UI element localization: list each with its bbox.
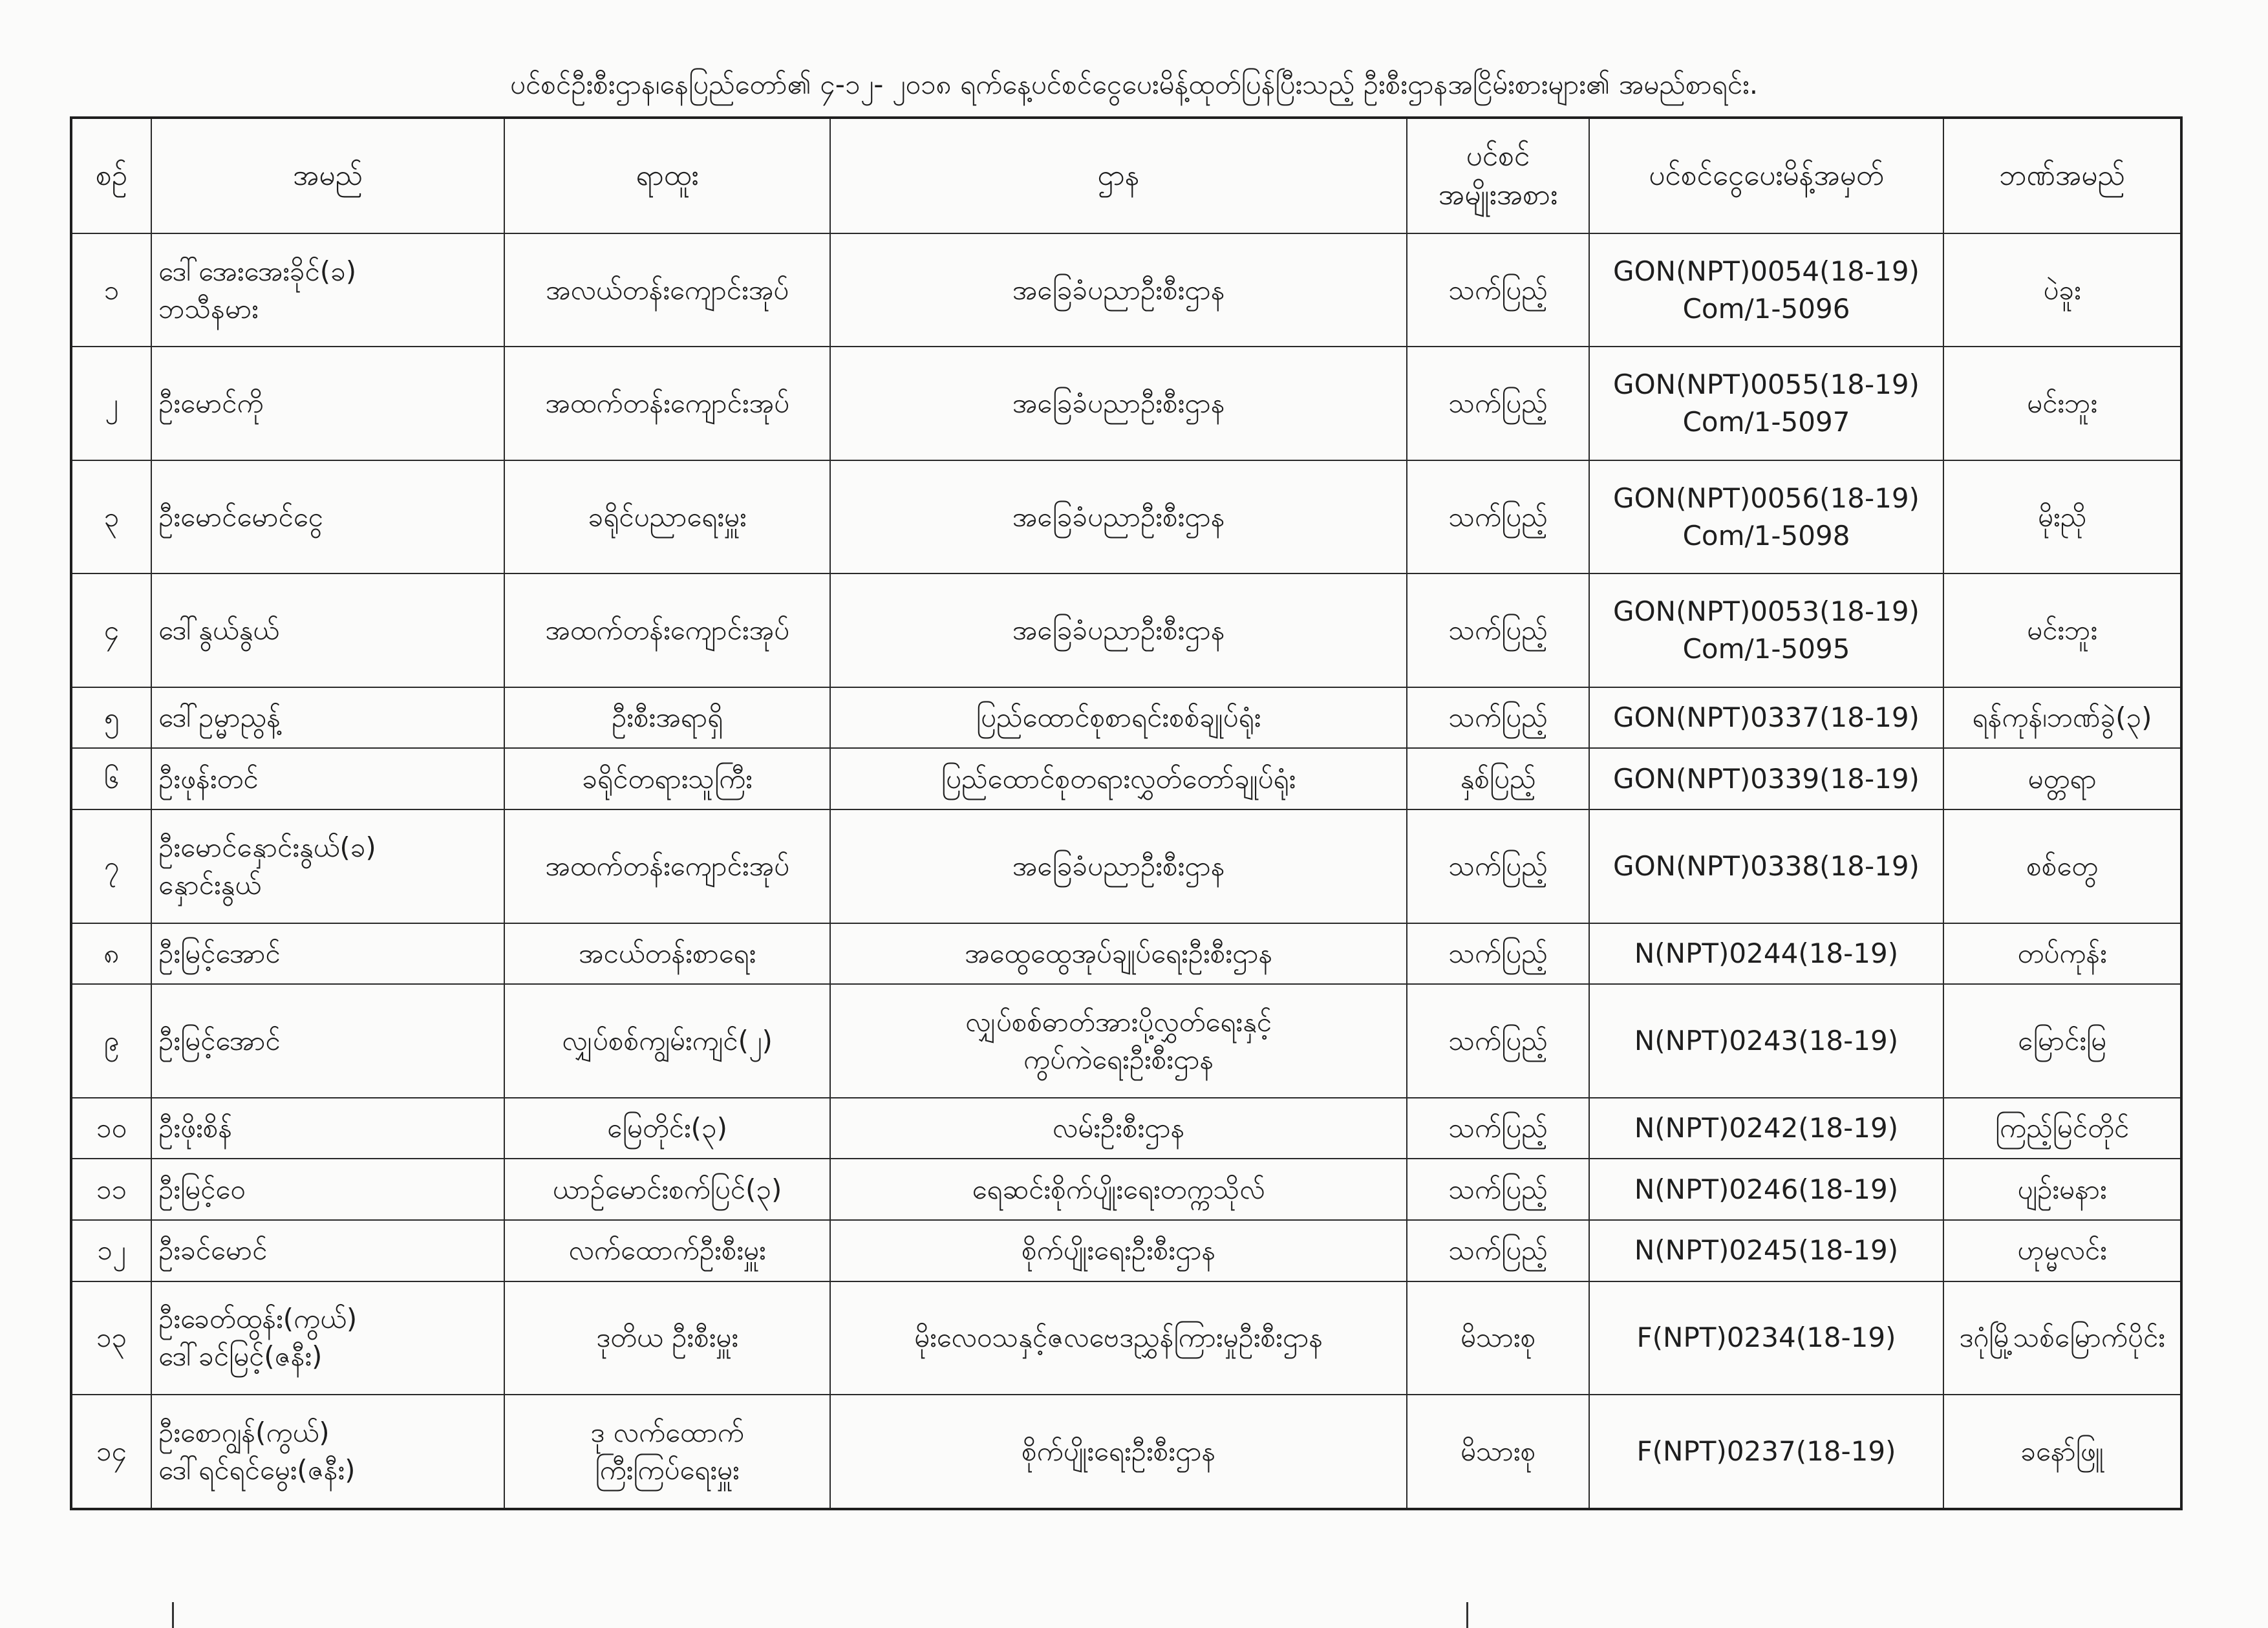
cell-name-text: ဒေါ်ရင်ရင်မွေး(ဇနီး) [158, 1454, 356, 1486]
cell-order-number-text: N(NPT)0245(18-19) [1634, 1234, 1899, 1267]
cell-name [151, 347, 504, 460]
cell-position-text: လက်ထောက်ဦးစီးမှူး [568, 1234, 766, 1267]
cell-no-text: ၄ [103, 614, 120, 647]
cell-name [151, 748, 504, 809]
cell-pension-type [1407, 1395, 1589, 1509]
cell-township [1943, 687, 2181, 749]
cell-name-text: ဦးမောင်မောင်ငွေ [158, 500, 323, 533]
cell-name [151, 1281, 504, 1395]
cell-township [1943, 984, 2181, 1097]
cell-pension-type [1407, 1220, 1589, 1281]
cell-pension-type-text: သက်ပြည့် [1448, 1024, 1548, 1056]
cell-name-text: ဒေါ်အေးအေးခိုင်(ခ) [158, 255, 357, 287]
cell-pension-type [1407, 923, 1589, 985]
cell-pension-type [1407, 809, 1589, 923]
cell-order-number-text: Com/1-5097 [1682, 406, 1850, 438]
cell-order-number [1589, 809, 1943, 923]
cell-order-number [1589, 1159, 1943, 1220]
cell-name-text: ဦးဖုန်းတင် [158, 762, 259, 795]
cell-no-text: ၁၂ [97, 1234, 126, 1267]
cell-position-text: လျှပ်စစ်ကျွမ်းကျင်(၂) [562, 1024, 773, 1056]
cell-department-text: အခြေခံပညာဦးစီးဌာန [1012, 614, 1225, 647]
cell-order-number [1589, 233, 1943, 347]
cell-no-text: ၁၄ [96, 1435, 127, 1468]
cell-township-text: မြောင်းမြ [2018, 1024, 2106, 1056]
cell-pension-type-text: သက်ပြည့် [1448, 702, 1548, 734]
cell-no [71, 1220, 151, 1281]
cell-position [504, 1159, 830, 1220]
cell-township [1943, 233, 2181, 347]
cell-name-text: ဒေါ်ခင်မြင့်(ဇနီး) [158, 1340, 323, 1373]
cell-township-text: တပ်ကုန်း [2017, 937, 2107, 969]
cell-no [71, 460, 151, 573]
cell-position [504, 748, 830, 809]
cell-township [1943, 809, 2181, 923]
cell-order-number [1589, 347, 1943, 460]
cell-no-text: ၁၃ [96, 1322, 127, 1354]
cell-township-text: ပျဉ်းမနား [2017, 1173, 2107, 1205]
cell-position-text: ခရိုင်တရားသူကြီး [582, 762, 753, 795]
cell-department [830, 984, 1407, 1097]
cell-name [151, 1159, 504, 1220]
cell-township-text: မင်းဘူး [2026, 614, 2098, 647]
cell-township-text: မင်းဘူး [2026, 387, 2098, 420]
cell-pension-type [1407, 687, 1589, 749]
header-name: အမည် [151, 118, 504, 233]
header-pension-type [1407, 118, 1589, 233]
cell-order-number-text: GON(NPT)0053(18-19) [1613, 595, 1920, 628]
table-row [71, 748, 2181, 809]
cell-township-text: မတ္တရာ [2027, 762, 2097, 795]
header-department: ဌာန [830, 118, 1407, 233]
cell-order-number-text: F(NPT)0234(18-19) [1636, 1322, 1896, 1354]
cell-pension-type-text: သက်ပြည့် [1448, 937, 1548, 969]
cell-no-text: ၁၁ [96, 1173, 127, 1205]
cell-township-text: ပဲခူး [2043, 273, 2081, 306]
cell-department-text: လမ်းဦးစီးဌာန [1052, 1111, 1185, 1144]
cell-department-text: ရေဆင်းစိုက်ပျိုးရေးတက္ကသိုလ် [972, 1173, 1265, 1205]
cell-no-text: ၃ [103, 500, 120, 533]
cell-department [830, 233, 1407, 347]
cell-no-text: ၁၀ [96, 1111, 127, 1144]
cell-department [830, 460, 1407, 573]
cell-department-text: စိုက်ပျိုးရေးဦးစီးဌာန [1021, 1435, 1216, 1468]
cell-pension-type [1407, 347, 1589, 460]
cell-pension-type-text: မိသားစု [1460, 1322, 1536, 1354]
cell-pension-type [1407, 460, 1589, 573]
table-row [71, 809, 2181, 923]
cell-name [151, 1220, 504, 1281]
cell-position-text: ဦးစီးအရာရှိ [611, 702, 723, 734]
cell-pension-type-text: သက်ပြည့် [1448, 614, 1548, 647]
cell-department [830, 347, 1407, 460]
cell-department-text: ပြည်ထောင်စုတရားလွှတ်တော်ချုပ်ရုံး [941, 762, 1296, 795]
cell-township-text: ခနော်ဖြူ [2020, 1435, 2104, 1468]
cell-position-text: အလယ်တန်းကျောင်းအုပ် [545, 273, 789, 306]
cell-no-text: ၉ [103, 1024, 120, 1056]
table-row [71, 984, 2181, 1097]
cell-position [504, 687, 830, 749]
cell-position-text: ဒုတိယ ဦးစီးမှူး [596, 1322, 738, 1354]
cell-pension-type [1407, 1098, 1589, 1159]
cell-pension-type [1407, 748, 1589, 809]
scan-edge-mark [1466, 1602, 1468, 1628]
cell-name-text: ဦးစောဂျွန်(ကွယ်) [158, 1417, 330, 1449]
cell-department [830, 1220, 1407, 1281]
cell-name-text: ဦးဖိုးစိန် [158, 1111, 232, 1144]
cell-order-number [1589, 1281, 1943, 1395]
cell-department [830, 809, 1407, 923]
document-title: ပင်စင်ဦးစီးဌာန၊နေပြည်တော်၏ ၄-၁၂- ၂၀၁၈ ရက်နေ့ပင်စင်ငွေပေးမိန့်ထုတ်ပြန်ပြီးသည့် ဦးစီးဌာနအငြိမ်းစားများ၏ အမည်စာရင်း. [509, 69, 1759, 100]
cell-order-number [1589, 984, 1943, 1097]
table-row [71, 923, 2181, 985]
table-row [71, 1281, 2181, 1395]
cell-no [71, 1395, 151, 1509]
cell-name [151, 809, 504, 923]
cell-department-text: အခြေခံပညာဦးစီးဌာန [1012, 273, 1225, 306]
cell-position-text: အထက်တန်းကျောင်းအုပ် [545, 387, 789, 420]
cell-pension-type [1407, 573, 1589, 687]
table-row [71, 1395, 2181, 1509]
cell-pension-type [1407, 984, 1589, 1097]
cell-township-text: ကြည့်မြင်တိုင် [1995, 1111, 2130, 1144]
cell-department [830, 573, 1407, 687]
cell-name [151, 233, 504, 347]
cell-name-text: ဦးမြင့်အောင် [158, 937, 281, 969]
cell-order-number-text: GON(NPT)0338(18-19) [1613, 850, 1920, 882]
cell-order-number-text: GON(NPT)0337(18-19) [1613, 702, 1920, 734]
cell-position [504, 1220, 830, 1281]
cell-name [151, 1098, 504, 1159]
cell-position-text: ခရိုင်ပညာရေးမှူး [588, 500, 747, 533]
cell-department [830, 687, 1407, 749]
cell-department [830, 1098, 1407, 1159]
cell-township-text: စစ်တွေ [2026, 850, 2098, 882]
cell-department [830, 1159, 1407, 1220]
cell-no-text: ၇ [103, 850, 120, 882]
table-row [71, 1220, 2181, 1281]
cell-township [1943, 1098, 2181, 1159]
cell-no [71, 1281, 151, 1395]
cell-name-text: နှောင်းနွယ် [158, 868, 262, 901]
cell-name-text: ဦးမြင့်အောင် [158, 1024, 281, 1056]
cell-position [504, 573, 830, 687]
cell-order-number-text: GON(NPT)0339(18-19) [1613, 762, 1920, 795]
pension-roster-table [70, 116, 2183, 1510]
cell-department-text: ပြည်ထောင်စုစာရင်းစစ်ချုပ်ရုံး [976, 702, 1261, 734]
cell-order-number-text: Com/1-5095 [1682, 633, 1850, 665]
cell-position-text: အထက်တန်းကျောင်းအုပ် [545, 850, 789, 882]
cell-no [71, 984, 151, 1097]
cell-no-text: ၆ [103, 762, 120, 795]
cell-order-number [1589, 573, 1943, 687]
cell-name-text: ဦးခင်မောင် [158, 1234, 268, 1267]
cell-position [504, 233, 830, 347]
cell-pension-type-text: သက်ပြည့် [1448, 500, 1548, 533]
cell-name-text: ဦးမြင့်ဝေ [158, 1173, 246, 1205]
cell-department-text: ကွပ်ကဲရေးဦးစီးဌာန [1023, 1043, 1214, 1075]
cell-no [71, 1098, 151, 1159]
cell-order-number-text: Com/1-5096 [1682, 292, 1850, 325]
cell-position [504, 1281, 830, 1395]
cell-pension-type-text: သက်ပြည့် [1448, 850, 1548, 882]
cell-no-text: ၁ [103, 273, 120, 306]
cell-township [1943, 1395, 2181, 1509]
cell-pension-type-text: သက်ပြည့် [1448, 273, 1548, 306]
cell-position [504, 460, 830, 573]
cell-order-number-text: GON(NPT)0054(18-19) [1613, 255, 1920, 287]
cell-order-number-text: GON(NPT)0056(18-19) [1613, 482, 1920, 514]
cell-no [71, 347, 151, 460]
cell-pension-type-text: သက်ပြည့် [1448, 1234, 1548, 1267]
cell-order-number [1589, 460, 1943, 573]
cell-department-text: အထွေထွေအုပ်ချုပ်ရေးဦးစီးဌာန [964, 937, 1273, 969]
cell-department [830, 923, 1407, 985]
cell-name [151, 460, 504, 573]
cell-position-text: ယာဉ်မောင်းစက်ပြင်(၃) [552, 1173, 782, 1205]
cell-position [504, 923, 830, 985]
cell-department-text: စိုက်ပျိုးရေးဦးစီးဌာန [1021, 1234, 1216, 1267]
cell-position-text: အထက်တန်းကျောင်းအုပ် [545, 614, 789, 647]
cell-order-number [1589, 687, 1943, 749]
cell-no-text: ၂ [105, 387, 118, 420]
cell-no [71, 809, 151, 923]
cell-pension-type-text: သက်ပြည့် [1448, 1173, 1548, 1205]
cell-pension-type-text: သက်ပြည့် [1448, 1111, 1548, 1144]
cell-order-number-text: N(NPT)0243(18-19) [1634, 1024, 1899, 1056]
cell-name-text: ဘသီနမား [158, 292, 259, 325]
cell-name [151, 687, 504, 749]
table-row [71, 347, 2181, 460]
header-row [71, 118, 2181, 233]
cell-no [71, 573, 151, 687]
cell-pension-type [1407, 1159, 1589, 1220]
table-row [71, 687, 2181, 749]
cell-department [830, 748, 1407, 809]
cell-department-text: အခြေခံပညာဦးစီးဌာန [1012, 500, 1225, 533]
header-township: ဘဏ်အမည် [1943, 118, 2181, 233]
header-position: ရာထူး [504, 118, 830, 233]
cell-department-text: အခြေခံပညာဦးစီးဌာန [1012, 850, 1225, 882]
cell-name-text: ဒေါ်နွယ်နွယ် [158, 614, 279, 647]
cell-pension-type [1407, 233, 1589, 347]
cell-position [504, 809, 830, 923]
cell-township [1943, 1220, 2181, 1281]
cell-name [151, 1395, 504, 1509]
cell-township [1943, 748, 2181, 809]
cell-position [504, 1098, 830, 1159]
cell-order-number [1589, 1098, 1943, 1159]
cell-township-text: ရန်ကုန်၊ဘဏ်ခွဲ(၃) [1972, 702, 2152, 734]
cell-position [504, 984, 830, 1097]
cell-order-number [1589, 1395, 1943, 1509]
cell-department-text: လျှပ်စစ်ဓာတ်အားပို့လွှတ်ရေးနှင့် [965, 1005, 1272, 1038]
cell-position [504, 1395, 830, 1509]
cell-department [830, 1281, 1407, 1395]
cell-order-number [1589, 1220, 1943, 1281]
header-order-number: ပင်စင်ငွေပေးမိန့်အမှတ် [1589, 118, 1943, 233]
cell-township [1943, 1281, 2181, 1395]
cell-position-text: ဒု လက်ထောက် [590, 1417, 744, 1449]
cell-no [71, 233, 151, 347]
table-row [71, 233, 2181, 347]
cell-township [1943, 460, 2181, 573]
cell-pension-type-text: သက်ပြည့် [1448, 387, 1548, 420]
cell-township-text: ဒဂုံမြို့သစ်မြောက်ပိုင်း [1959, 1322, 2165, 1354]
cell-position [504, 347, 830, 460]
header-no: စဉ် [71, 118, 151, 233]
cell-name [151, 984, 504, 1097]
cell-order-number-text: F(NPT)0237(18-19) [1636, 1435, 1896, 1468]
cell-department-text: အခြေခံပညာဦးစီးဌာန [1012, 387, 1225, 420]
cell-order-number-text: N(NPT)0246(18-19) [1634, 1173, 1899, 1205]
cell-township [1943, 573, 2181, 687]
cell-department [830, 1395, 1407, 1509]
cell-pension-type [1407, 1281, 1589, 1395]
table-row [71, 460, 2181, 573]
cell-position-text: အငယ်တန်းစာရေး [578, 937, 756, 969]
cell-pension-type-text: မိသားစု [1460, 1435, 1536, 1468]
cell-no-text: ၈ [103, 937, 120, 969]
cell-name-text: ဒေါ်ဥမ္မာညွန့် [158, 702, 281, 734]
cell-no [71, 748, 151, 809]
header-pension-type-line1: ပင်စင် [1466, 140, 1530, 173]
table-row [71, 1098, 2181, 1159]
cell-township [1943, 923, 2181, 985]
cell-name-text: ဦးမောင်ကို [158, 387, 264, 420]
cell-name [151, 923, 504, 985]
cell-no [71, 687, 151, 749]
cell-township [1943, 1159, 2181, 1220]
cell-name-text: ဦးခေတ်ထွန်း(ကွယ်) [158, 1303, 358, 1335]
cell-name [151, 573, 504, 687]
cell-order-number-text: GON(NPT)0055(18-19) [1613, 369, 1920, 401]
header-pension-type-line2: အမျိုးအစား [1438, 178, 1558, 211]
cell-pension-type-text: နှစ်ပြည့် [1460, 762, 1536, 795]
cell-order-number-text: Com/1-5098 [1682, 519, 1850, 552]
cell-township-text: မိုးညို [2037, 500, 2087, 533]
cell-order-number [1589, 748, 1943, 809]
table-row [71, 1159, 2181, 1220]
scan-edge-mark [172, 1602, 174, 1628]
cell-position-text: မြေတိုင်း(၃) [607, 1111, 727, 1144]
cell-order-number [1589, 923, 1943, 985]
cell-township [1943, 347, 2181, 460]
cell-no-text: ၅ [103, 702, 120, 734]
cell-department-text: မိုးလေဝသနှင့်ဇလဗေဒညွှန်ကြားမှုဦးစီးဌာန [914, 1322, 1323, 1354]
cell-order-number-text: N(NPT)0244(18-19) [1634, 937, 1899, 969]
cell-name-text: ဦးမောင်နှောင်းနွယ်(ခ) [158, 831, 376, 863]
cell-no [71, 1159, 151, 1220]
cell-position-text: ကြီးကြပ်ရေးမှူး [595, 1454, 740, 1486]
cell-no [71, 923, 151, 985]
table-row [71, 573, 2181, 687]
cell-township-text: ဟုမ္မလင်း [2017, 1234, 2107, 1267]
cell-order-number-text: N(NPT)0242(18-19) [1634, 1111, 1899, 1144]
